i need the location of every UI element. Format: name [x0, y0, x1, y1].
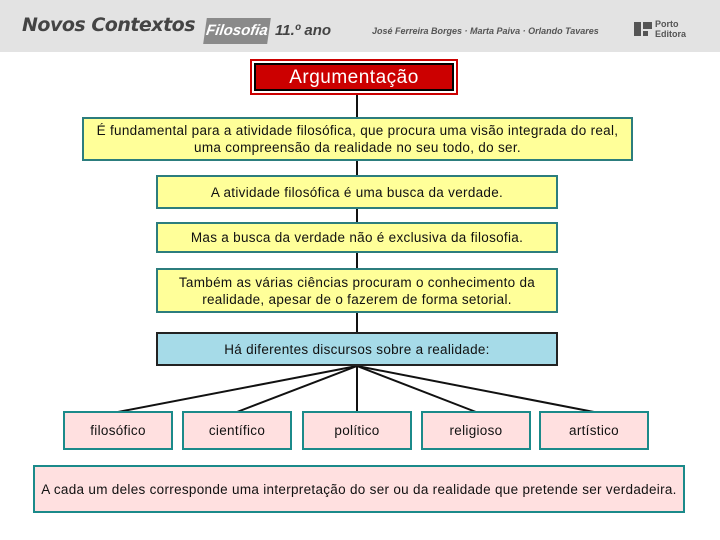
discourse-religioso: religioso: [421, 411, 531, 450]
step-sciences: Também as várias ciências procuram o conhecimento da realidade, apesar de o fazerem de forma setorial.: [156, 268, 558, 313]
subject-badge: Filosofia: [203, 18, 271, 44]
connector-to-religioso: [357, 366, 476, 412]
step-not-exclusive: Mas a busca da verdade não é exclusiva da filosofia.: [156, 222, 558, 253]
grade-label: 11.º ano: [275, 22, 332, 39]
publisher-name: Porto Editora: [655, 19, 687, 39]
step-discourses: Há diferentes discursos sobre a realidade:: [156, 332, 558, 366]
diagram-title: Argumentação: [254, 63, 454, 91]
connector-to-filosofico: [118, 366, 357, 412]
brand-title: Novos Contextos: [22, 14, 196, 36]
discourse-artistico: artístico: [539, 411, 649, 450]
conclusion-box: A cada um deles corresponde uma interpretação do ser ou da realidade que pretende ser verdadeira.: [33, 465, 685, 513]
authors-line: José Ferreira Borges · Marta Paiva · Orlando Tavares: [372, 26, 599, 36]
discourse-filosofico: filosófico: [63, 411, 173, 450]
connector-to-artistico: [357, 366, 594, 412]
connector-to-cientifico: [237, 366, 357, 412]
intro-box: É fundamental para a atividade filosófica, que procura uma visão integrada do real, uma compreensão da realidade no seu todo, do ser.: [82, 117, 633, 161]
discourse-politico: político: [302, 411, 412, 450]
discourse-cientifico: científico: [182, 411, 292, 450]
step-truth-search: A atividade filosófica é uma busca da verdade.: [156, 175, 558, 209]
